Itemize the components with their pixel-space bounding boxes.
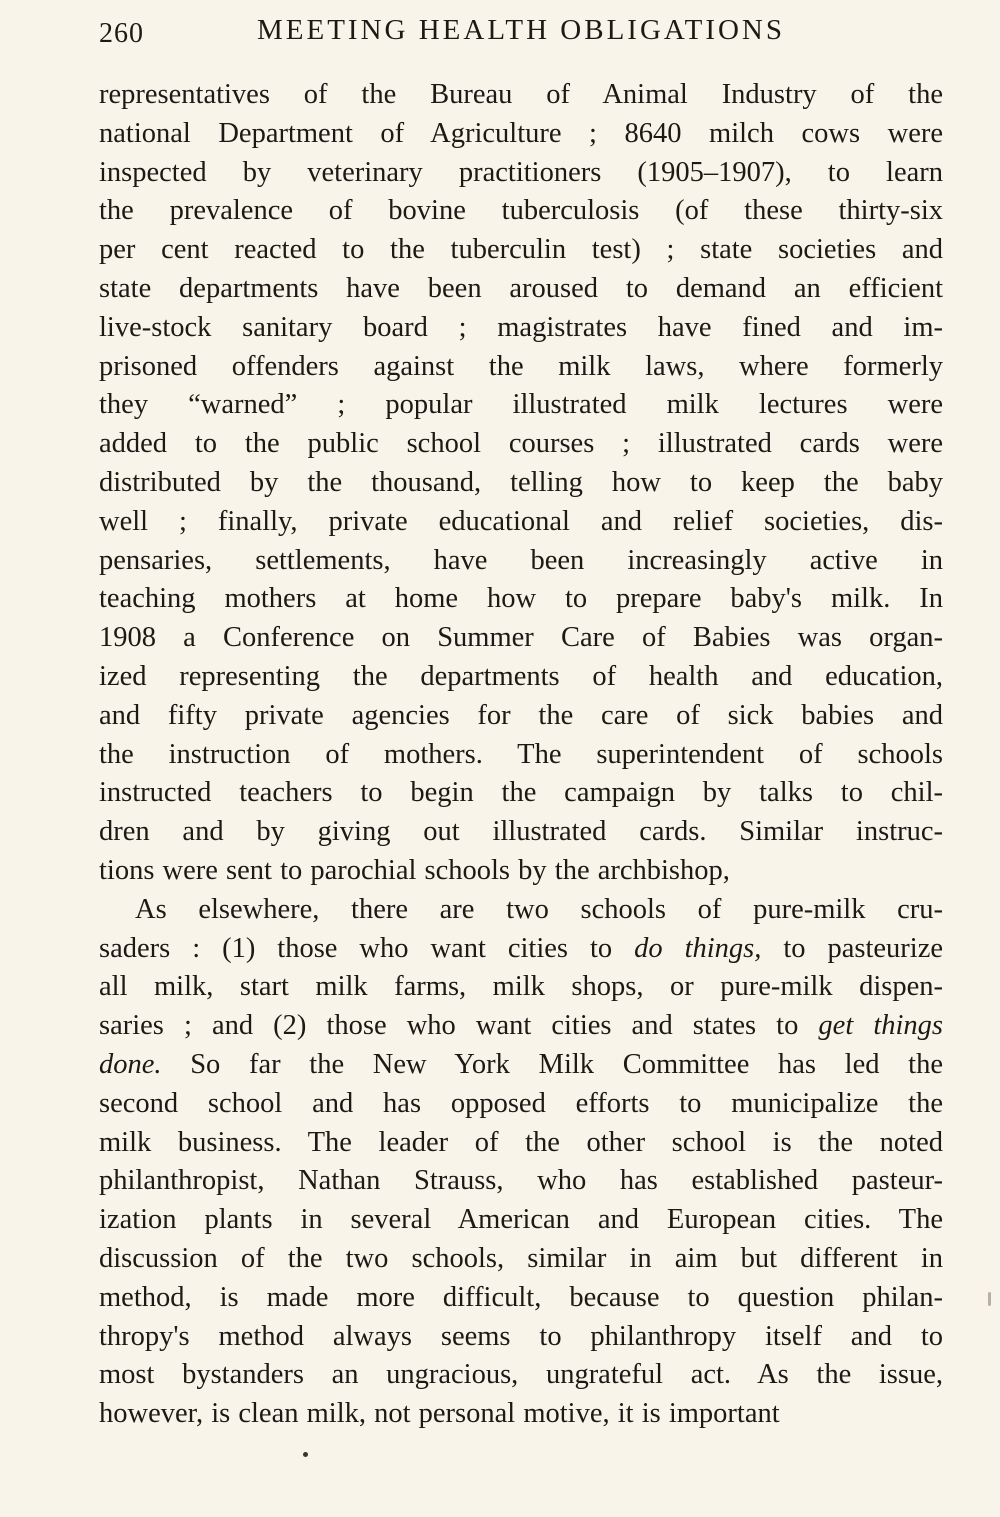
text-line: second school and has opposed efforts to municipalize the xyxy=(99,1087,943,1119)
italic-text-segment: get things xyxy=(818,1010,943,1042)
text-line: ization plants in several American and European cities. The xyxy=(99,1204,943,1236)
text-line: added to the public school courses ; illustrated cards were xyxy=(99,428,943,460)
text-line xyxy=(99,930,943,969)
text-line xyxy=(99,1046,943,1085)
text-line: well ; finally, private educational and relief societies, dis- xyxy=(99,505,943,537)
text-line: inspected by veterinary practitioners (1905–1907), to learn xyxy=(99,156,943,188)
text-line: national Department of Agriculture ; 8640 milch cows were xyxy=(99,117,943,149)
text-line: distributed by the thousand, telling how to keep the baby xyxy=(99,466,943,498)
text-line: dren and by giving out illustrated cards. Similar instruc- xyxy=(99,816,943,848)
text-block-body xyxy=(99,76,943,1434)
text-line: philanthropist, Nathan Strauss, who has established pasteur- xyxy=(99,1165,943,1197)
text-line: prisoned offenders against the milk laws, where formerly xyxy=(99,350,943,382)
text-line: they “warned” ; popular illustrated milk lectures were xyxy=(99,389,943,421)
text-line xyxy=(99,1007,943,1046)
text-line: As elsewhere, there are two schools of pure-milk cru- xyxy=(135,893,943,925)
text-line: state departments have been aroused to demand an efficient xyxy=(99,272,943,304)
text-line: and fifty private agencies for the care of sick babies and xyxy=(99,699,943,731)
text-line: thropy's method always seems to philanthropy itself and to xyxy=(99,1320,943,1352)
text-line: tions were sent to parochial schools by the archbishop, xyxy=(99,854,730,886)
page-number: 260 xyxy=(99,18,144,49)
text-block xyxy=(99,12,943,1434)
italic-text-segment: done. xyxy=(99,1048,162,1080)
text-line: representatives of the Bureau of Animal Industry of the xyxy=(99,79,943,110)
text-segment: to pasteurize xyxy=(761,932,944,964)
text-segment: So far the New York Milk Committee has led the xyxy=(161,1048,943,1080)
italic-text-segment: do things, xyxy=(634,932,762,964)
text-line: live-stock sanitary board ; magistrates have fined and im- xyxy=(99,311,943,343)
scan-edge-mark xyxy=(988,1292,991,1306)
page-header xyxy=(99,12,943,56)
text-line: 1908 a Conference on Summer Care of Babies was organ- xyxy=(99,622,943,654)
text-line: per cent reacted to the tuberculin test) ; state societies and xyxy=(99,234,943,266)
text-segment: saries ; and (2) those who want cities and states to xyxy=(99,1010,819,1042)
text-line: ized representing the departments of health and education, xyxy=(99,660,943,692)
text-line: teaching mothers at home how to prepare baby's milk. In xyxy=(99,583,943,615)
running-title: MEETING HEALTH OBLIGATIONS xyxy=(257,14,785,46)
text-line: the instruction of mothers. The superintendent of schools xyxy=(99,738,943,770)
text-line: pensaries, settlements, have been increasingly active in xyxy=(99,544,943,576)
ink-speck xyxy=(303,1452,308,1457)
text-line: the prevalence of bovine tuberculosis (of these thirty-six xyxy=(99,195,943,227)
text-line: however, is clean milk, not personal motive, it is important xyxy=(99,1398,780,1430)
paragraph xyxy=(99,891,943,1434)
paragraph xyxy=(99,76,943,891)
text-segment: saders : (1) those who want cities to xyxy=(99,932,635,964)
text-line: most bystanders an ungracious, ungrateful act. As the issue, xyxy=(99,1359,943,1391)
text-line: milk business. The leader of the other school is the noted xyxy=(99,1126,943,1158)
text-line: instructed teachers to begin the campaign by talks to chil- xyxy=(99,777,943,809)
text-line: all milk, start milk farms, milk shops, or pure-milk dispen- xyxy=(99,971,943,1003)
text-line: discussion of the two schools, similar in aim but different in xyxy=(99,1242,943,1274)
text-line: method, is made more difficult, because to question philan- xyxy=(99,1281,943,1313)
